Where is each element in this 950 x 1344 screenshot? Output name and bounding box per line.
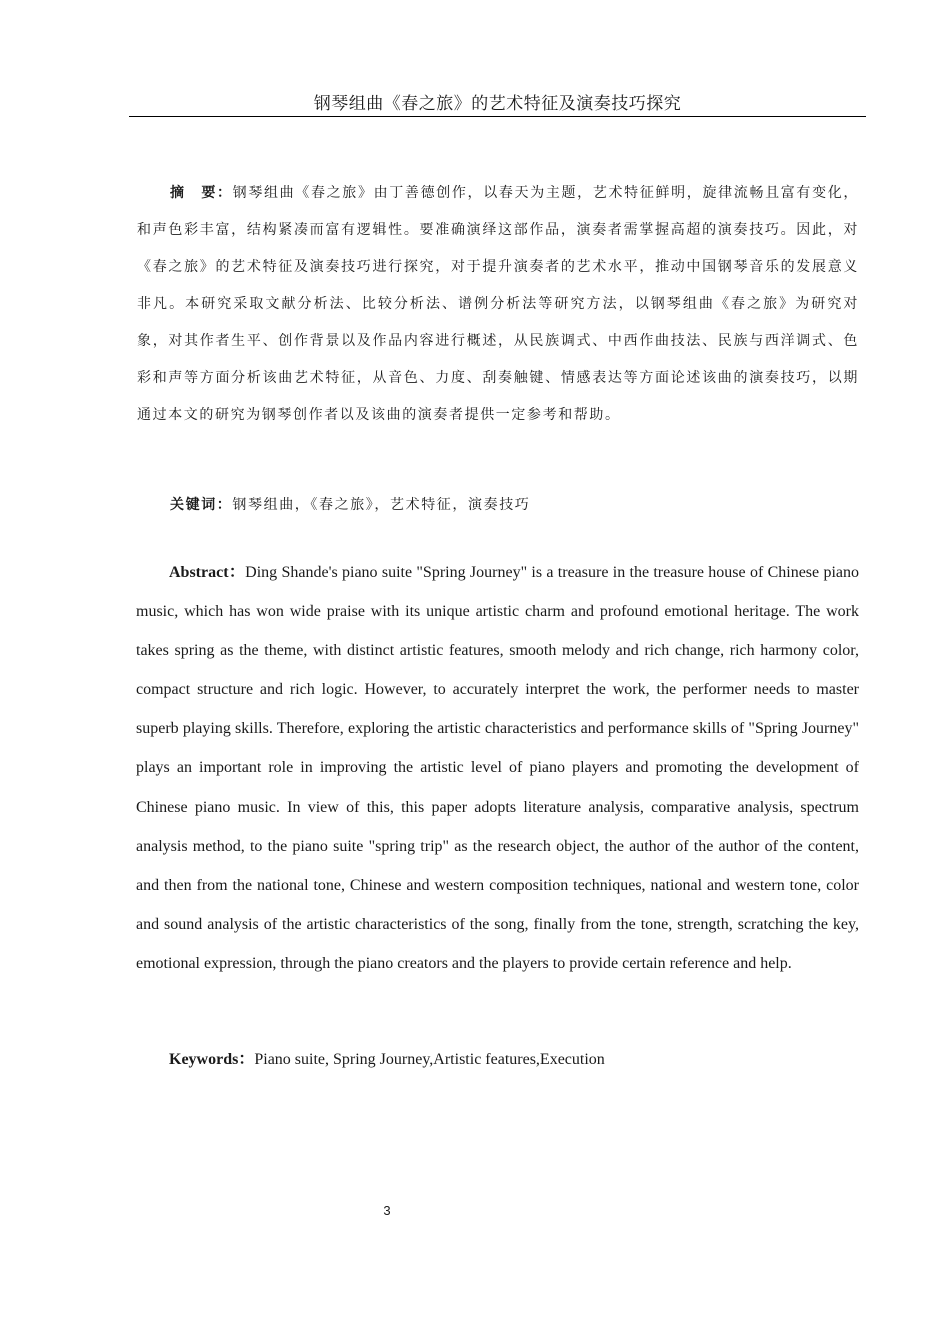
chinese-keywords-text: 钢琴组曲，《春之旅》，艺术特征，演奏技巧 [232,497,531,513]
english-abstract-label: Abstract： [169,564,246,581]
page-header-title: 钢琴组曲《春之旅》的艺术特征及演奏技巧探究 [313,94,682,114]
chinese-keywords-label: 关键词： [170,497,233,513]
english-keywords-text: Piano suite, Spring Journey,Artistic features,Execution [254,1051,605,1068]
chinese-keywords [137,487,859,524]
chinese-abstract [137,175,859,434]
chinese-abstract-text: 钢琴组曲《春之旅》由丁善德创作，以春天为主题，艺术特征鲜明，旋律流畅且富有变化，和声色彩丰富，结构紧凑而富有逻辑性。要准确演绎这部作品，演奏者需掌握高超的演奏技巧。因此，对《春之旅》的艺术特征及演奏技巧进行探究，对于提升演奏者的艺术水平，推动中国钢琴音乐的发展意义非凡。本研究采取文献分析法、比较分析法、谱例分析法等研究方法，以钢琴组曲《春之旅》为研究对象，对其作者生平、创作背景以及作品内容进行概述，从民族调式、中西作曲技法、民族与西洋调式、色彩和声等方面分析该曲艺术特征，从音色、力度、刮奏触键、情感表达等方面论述该曲的演奏技巧，以期通过本文的研究为钢琴创作者以及该曲的演奏者提供一定参考和帮助。 [137,185,860,423]
english-keywords [136,1044,859,1076]
header-divider [129,116,866,117]
page-number: 3 [383,1203,391,1218]
english-abstract [136,553,859,983]
chinese-abstract-label: 摘 要： [170,185,233,201]
english-abstract-text: Ding Shande's piano suite "Spring Journey" is a treasure in the treasure house of Chinese piano music, which has won wide praise with its unique artistic charm and profound emotional heritage. The work takes spring as the theme, with distinct artistic features, smooth melody and rich change, rich harmony color, compact structure and rich logic. However, to accurately interpret the work, the performer needs to master superb playing skills. Therefore, exploring the artistic characteristics and performance skills of "Spring Journey" plays an important role in improving the artistic level of piano players and promoting the development of Chinese piano music. In view of this, this paper adopts literature analysis, comparative analysis, spectrum analysis method, to the piano suite "spring trip" as the research object, the author of the author of the content, and then from the national tone, Chinese and western composition techniques, national and western tone, color and sound analysis of the artistic characteristics of the song, finally from the tone, strength, scratching the key, emotional expression, through the piano creators and the players to provide certain reference and help. [136,564,859,972]
english-keywords-label: Keywords： [169,1051,255,1068]
